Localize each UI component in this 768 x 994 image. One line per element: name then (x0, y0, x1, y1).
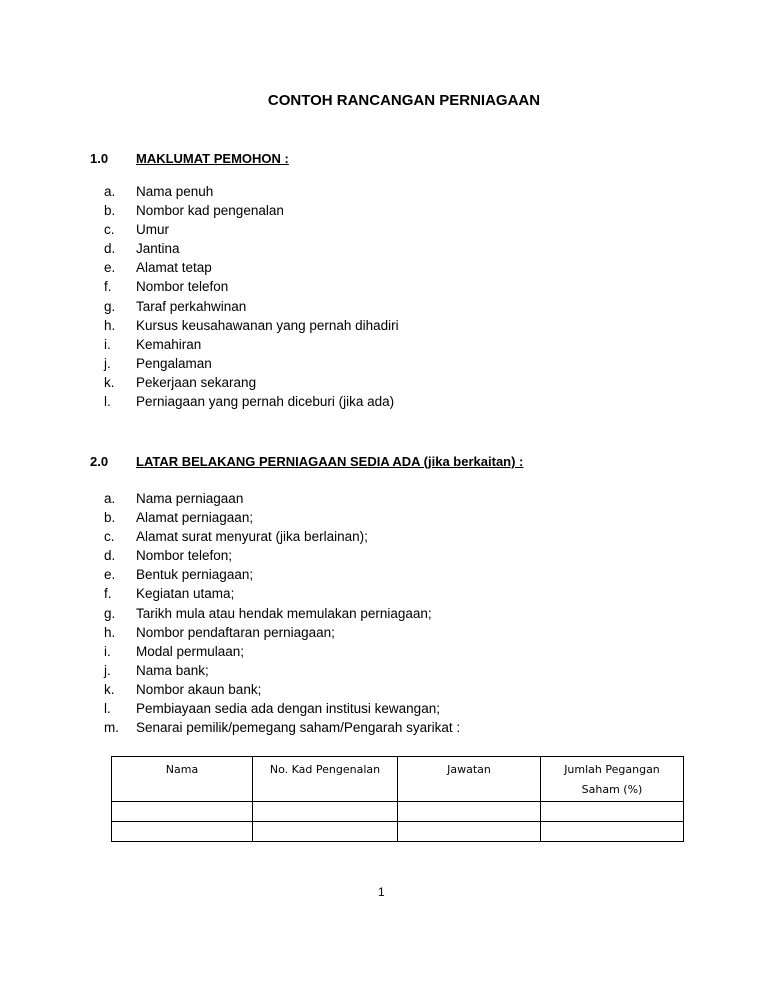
list-item-marker: d. (104, 241, 116, 257)
list-item-marker: h. (104, 317, 116, 333)
list-item-text: Tarikh mula atau hendak memulakan perniagaan; (136, 605, 432, 621)
list-item-text: Alamat tetap (136, 260, 212, 276)
list-item-marker: a. (104, 491, 116, 506)
list-item-text: Alamat surat menyurat (jika berlainan); (136, 529, 368, 545)
list-item-marker: i. (104, 336, 111, 352)
table-row (112, 802, 684, 822)
list-item-text: Alamat perniagaan; (136, 510, 254, 526)
list-item-marker: d. (104, 548, 116, 564)
list-item-text: Modal permulaan; (136, 643, 245, 659)
list-item-text: Nombor akaun bank; (136, 681, 262, 697)
list-item-text: Taraf perkahwinan (136, 298, 247, 314)
list-item-marker: c. (104, 529, 115, 545)
list-item-text: Nombor telefon; (136, 548, 233, 564)
list-item-text: Nama penuh (136, 184, 214, 199)
list-item-text: Kegiatan utama; (136, 586, 235, 602)
list-item-marker: h. (104, 624, 116, 640)
list-item-text: Perniagaan yang pernah diceburi (jika ada) (136, 394, 395, 410)
list-item-text: Nama perniagaan (136, 491, 244, 506)
list-item-text: Kursus keusahawanan yang pernah dihadiri (136, 317, 399, 333)
table-cell[interactable] (253, 822, 398, 842)
list-item-text: Nombor kad pengenalan (136, 203, 284, 219)
list-item-text: Pekerjaan sekarang (136, 374, 257, 390)
column-header-nama: Nama (112, 757, 253, 802)
list-item-text: Nombor pendaftaran perniagaan; (136, 624, 335, 640)
list-item-marker: j. (104, 662, 111, 678)
list-item-marker: l. (104, 394, 111, 410)
section-2-number: 2.0 (90, 454, 109, 469)
list-item-marker: l. (104, 701, 111, 717)
list-item-text: Umur (136, 222, 169, 238)
list-item-marker: b. (104, 510, 116, 526)
document-title: CONTOH RANCANGAN PERNIAGAAN (267, 92, 541, 109)
list-item-marker: k. (104, 681, 115, 697)
list-item-marker: a. (104, 184, 116, 199)
list-item-marker: g. (104, 298, 116, 314)
list-item-text: Pembiayaan sedia ada dengan institusi kewangan; (136, 701, 440, 717)
column-header-no-kad-pengenalan: No. Kad Pengenalan (253, 757, 398, 802)
list-item-text: Nama bank; (136, 662, 209, 678)
list-item-marker: b. (104, 203, 116, 219)
list-item-marker: m. (104, 720, 119, 736)
table-cell[interactable] (112, 822, 253, 842)
section-2-title: LATAR BELAKANG PERNIAGAAN SEDIA ADA (jika berkaitan) : (136, 454, 524, 469)
table-cell[interactable] (541, 822, 684, 842)
table-header-row (112, 757, 684, 802)
list-item-marker: f. (104, 586, 112, 602)
list-item-marker: g. (104, 605, 116, 621)
section-1-title: MAKLUMAT PEMOHON : (136, 151, 289, 166)
list-item-text: Senarai pemilik/pemegang saham/Pengarah syarikat : (136, 720, 461, 736)
column-header-jawatan: Jawatan (398, 757, 541, 802)
table-cell[interactable] (541, 802, 684, 822)
list-item-marker: i. (104, 643, 111, 659)
table-cell[interactable] (398, 822, 541, 842)
list-item-text: Jantina (136, 241, 180, 257)
list-item-marker: e. (104, 567, 116, 583)
table-row (112, 822, 684, 842)
column-header-jumlah-pegangan-saham (541, 757, 684, 802)
table-cell[interactable] (253, 802, 398, 822)
jumlah-pegangan-saham-label: Jumlah Pegangan Saham (%) (564, 763, 660, 796)
list-item-text: Bentuk perniagaan; (136, 567, 254, 583)
list-item-text: Pengalaman (136, 355, 212, 371)
list-item-marker: c. (104, 222, 115, 238)
table-cell[interactable] (398, 802, 541, 822)
list-item-marker: e. (104, 260, 116, 276)
list-item-marker: j. (104, 355, 111, 371)
table-cell[interactable] (112, 802, 253, 822)
list-item-marker: k. (104, 374, 115, 390)
section-1-number: 1.0 (90, 151, 109, 166)
list-item-marker: f. (104, 279, 112, 295)
list-item-text: Kemahiran (136, 336, 202, 352)
page-number: 1 (378, 885, 385, 899)
shareholder-table (111, 756, 684, 842)
list-item-text: Nombor telefon (136, 279, 229, 295)
